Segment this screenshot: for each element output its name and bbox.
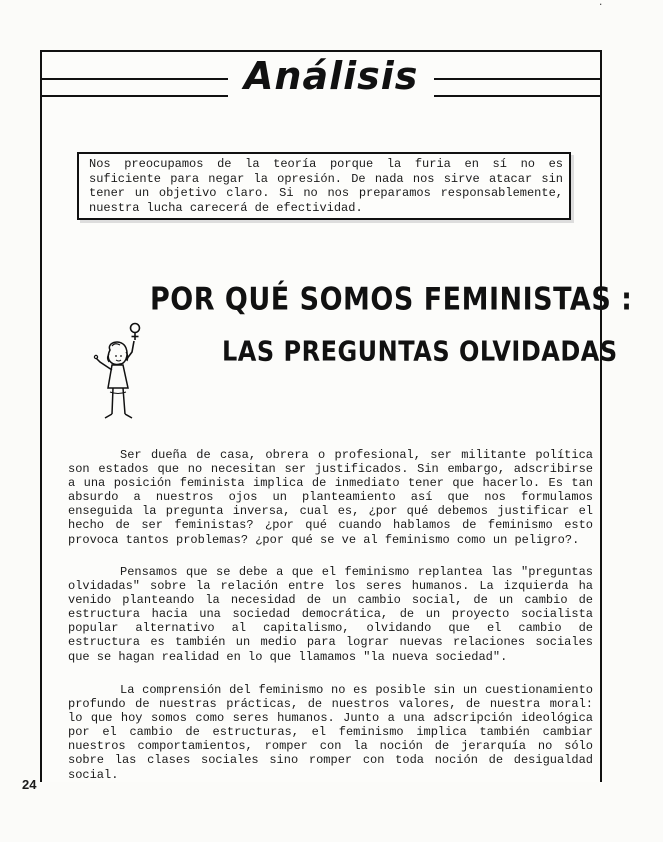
article-paragraph: Pensamos que se debe a que el feminismo replantea las "preguntas olvidadas" sobre la relación entre los seres humanos. La izquierda ha venido planteando la necesidad de un cambio social, de un cambio de estructura hacia una sociedad democrática, de un proyecto socialista popular alternativo al capitalismo, olvidando que el cambio de estructura es también un medio para lograr nuevas relaciones sociales que se hagan realidad en lo que llamamos "la nueva sociedad".: [68, 565, 593, 664]
article-paragraph: Ser dueña de casa, obrera o profesional, ser militante política son estados que no necesitan ser justificados. Sin embargo, adscribirse a una posición feminista implica de inmediato tener que hacerlo. Es tan absurdo a nuestros ojos un planteamiento así que nos formulamos enseguida la pregunta inversa, cual es, ¿por qué debemos justificar el hecho de ser feministas? ¿por qué cuando hablamos de feminismo esto provoca tantos problemas? ¿por qué se ve al feminismo como un peligro?.: [68, 448, 593, 547]
article-headline: [150, 282, 633, 368]
corner-mark: ·: [598, 0, 604, 10]
page-number: 24: [22, 777, 37, 792]
woman-holding-venus-symbol-illustration: [92, 322, 154, 430]
headline-line-2: LAS PREGUNTAS OLVIDADAS: [222, 335, 618, 368]
article-paragraph: La comprensión del feminismo no es posible sin un cuestionamiento profundo de nuestras prácticas, de nuestros valores, de nuestra moral: lo que hoy somos como seres humanos. Junto a una adscripción ideológica por el cambio de estructuras, el feminismo implica también cambiar nuestros comportamientos, romper con la noción de jerarquía no sólo sobre las clases sociales sino romper con toda noción de desigualdad social.: [68, 683, 593, 782]
section-title: Análisis: [228, 52, 434, 100]
pull-quote-box: [77, 152, 571, 220]
section-header: [40, 54, 600, 102]
pull-quote-text: Nos preocupamos de la teoría porque la furia en sí no es suficiente para negar la opresión. De nada nos sirve atacar sin tener un objetivo claro. Si no nos preparamos responsablemente, nuestra lucha carecerá de efectividad.: [89, 157, 563, 215]
headline-line-1: POR QUÉ SOMOS FEMINISTAS :: [150, 282, 633, 318]
